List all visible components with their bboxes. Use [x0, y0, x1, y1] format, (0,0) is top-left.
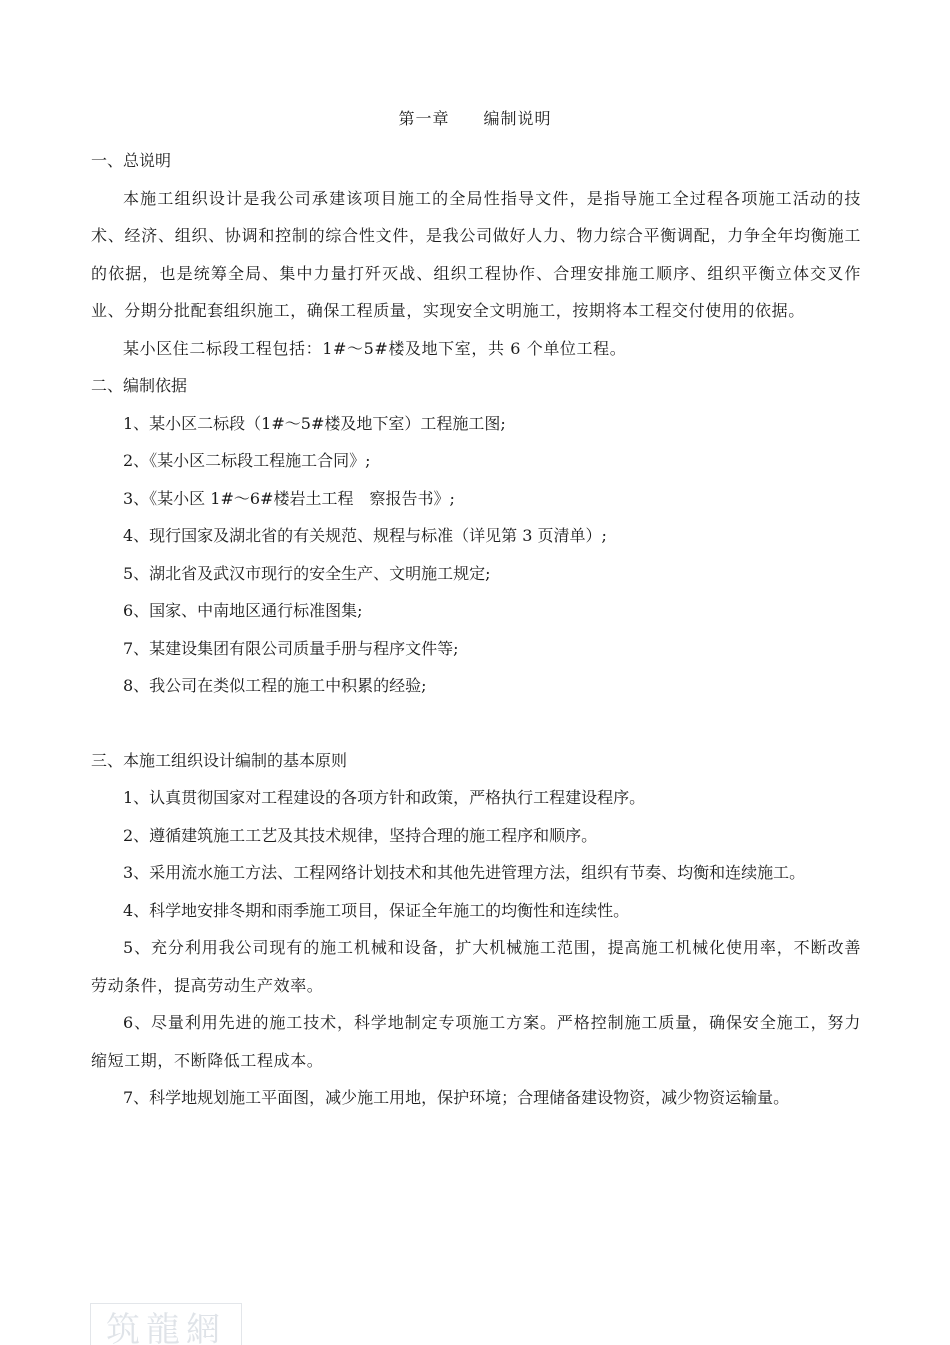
basis-item: 5、湖北省及武汉市现行的安全生产、文明施工规定;	[123, 563, 491, 583]
section-heading-general: 一、总说明	[91, 151, 172, 170]
principle-item: 3、采用流水施工方法、工程网络计划技术和其他先进管理方法，组织有节奏、均衡和连续施工。	[123, 863, 806, 882]
basis-item: 7、某建设集团有限公司质量手册与程序文件等;	[123, 638, 459, 658]
basis-item: 8、我公司在类似工程的施工中积累的经验;	[123, 676, 427, 695]
principle-item: 1、认真贯彻国家对工程建设的各项方针和政策，严格执行工程建设程序。	[123, 788, 646, 807]
general-paragraph: 本施工组织设计是我公司承建该项目施工的全局性指导文件，是指导施工全过程各项施工活动的技术、经济、组织、协调和控制的综合性文件，是我公司做好人力、物力综合平衡调配，力争全年均衡施工的依据，也是统筹全局、集中力量打歼灭战、组织工程协作、合理安排施工顺序、组织平衡立体交叉作业、分期分批配套组织施工，确保工程质量，实现安全文明施工，按期将本工程交付使用的依据。	[91, 188, 861, 320]
section-heading-basis: 二、编制依据	[91, 376, 188, 395]
principle-item: 7、科学地规划施工平面图，减少施工用地，保护环境；合理储备建设物资，减少物资运输量。	[123, 1088, 790, 1107]
document-body	[91, 142, 861, 1117]
project-scope-paragraph: 某小区住二标段工程包括：1#～5#楼及地下室，共 6 个单位工程。	[123, 338, 627, 358]
basis-item: 2、《某小区二标段工程施工合同》;	[123, 451, 371, 470]
basis-item: 4、现行国家及湖北省的有关规范、规程与标准（详见第 3 页清单）;	[123, 526, 607, 545]
basis-item: 1、某小区二标段（1#～5#楼及地下室）工程施工图;	[123, 413, 506, 433]
basis-item: 3、《某小区 1#～6#楼岩土工程 察报告书》;	[123, 488, 455, 508]
basis-item: 6、国家、中南地区通行标准图集;	[123, 601, 363, 620]
section-spacer	[91, 705, 861, 742]
principle-item: 6、尽量利用先进的施工技术，科学地制定专项施工方案。严格控制施工质量，确保安全施工，努力缩短工期，不断降低工程成本。	[91, 1013, 861, 1070]
watermark-logo	[90, 1303, 242, 1345]
principle-item: 2、遵循建筑施工工艺及其技术规律，坚持合理的施工程序和顺序。	[123, 825, 598, 845]
chapter-title: 第一章 编制说明	[398, 109, 552, 128]
section-heading-principles: 三、本施工组织设计编制的基本原则	[91, 750, 348, 770]
principle-item: 5、充分利用我公司现有的施工机械和设备，扩大机械施工范围，提高施工机械化使用率，不断改善劳动条件，提高劳动生产效率。	[91, 938, 861, 995]
principle-item: 4、科学地安排冬期和雨季施工项目，保证全年施工的均衡性和连续性。	[123, 900, 630, 920]
watermark-text: 筑龍網	[106, 1310, 226, 1345]
